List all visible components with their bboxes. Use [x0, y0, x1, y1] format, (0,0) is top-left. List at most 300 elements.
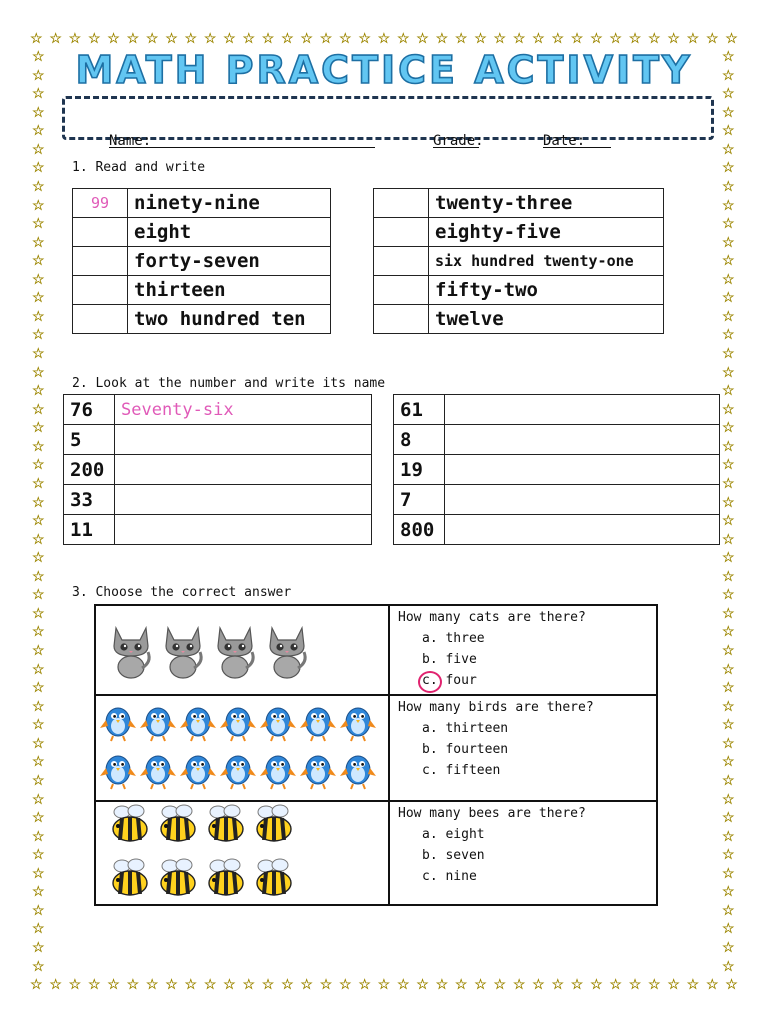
number-cell: 5	[64, 425, 115, 455]
cat-icon	[212, 622, 258, 684]
star-icon: ☆	[686, 31, 700, 47]
name-answer-cell[interactable]	[445, 455, 720, 485]
star-icon: ☆	[722, 327, 735, 344]
number-word: twenty-three	[429, 189, 664, 218]
question-cats	[398, 610, 586, 688]
star-icon: ☆	[648, 977, 661, 993]
date-field[interactable]	[543, 133, 611, 148]
number-cell: 200	[64, 455, 115, 485]
star-icon: ☆	[722, 160, 735, 177]
star-icon: ☆	[32, 661, 45, 678]
bird-icon	[180, 700, 216, 746]
star-icon: ☆	[722, 624, 735, 641]
star-icon: ☆	[32, 921, 45, 938]
option-b[interactable]: b. fourteen	[422, 742, 509, 757]
number-word: six hundred twenty-one	[429, 247, 664, 276]
star-icon: ☆	[32, 791, 45, 808]
star-icon: ☆	[126, 31, 140, 47]
star-icon: ☆	[435, 31, 449, 47]
star-border-top	[30, 32, 738, 46]
star-icon: ☆	[32, 531, 45, 548]
number-word: ninety-nine	[128, 189, 331, 218]
star-icon: ☆	[722, 754, 735, 771]
star-icon: ☆	[32, 178, 45, 195]
answer-cell[interactable]	[73, 305, 128, 334]
answer-cell[interactable]	[73, 247, 128, 276]
option-c[interactable]	[422, 673, 586, 688]
star-icon: ☆	[609, 31, 622, 47]
number-cell: 800	[394, 515, 445, 545]
star-icon: ☆	[184, 31, 198, 47]
option-c[interactable]: c. fifteen	[422, 763, 501, 778]
table-row	[394, 485, 720, 515]
option-a[interactable]: a. three	[422, 631, 485, 646]
star-icon: ☆	[261, 31, 275, 47]
option-c[interactable]: c. nine	[422, 869, 477, 884]
number-cell: 7	[394, 485, 445, 515]
option-a[interactable]: a. thirteen	[422, 721, 509, 736]
star-icon: ☆	[512, 977, 526, 993]
table-row	[374, 189, 664, 218]
star-icon: ☆	[474, 977, 487, 993]
name-answer-cell[interactable]	[115, 455, 372, 485]
star-icon: ☆	[32, 902, 45, 919]
star-icon: ☆	[32, 475, 45, 492]
star-icon: ☆	[107, 977, 120, 993]
name-answer-cell[interactable]	[445, 395, 720, 425]
bee-icon	[252, 804, 296, 848]
table-row	[73, 305, 331, 334]
star-icon: ☆	[532, 31, 545, 47]
option-b[interactable]: b. five	[422, 652, 477, 667]
number-cell: 8	[394, 425, 445, 455]
star-icon: ☆	[32, 754, 45, 771]
star-icon: ☆	[261, 977, 275, 993]
star-icon: ☆	[32, 438, 45, 455]
star-icon: ☆	[722, 383, 735, 400]
star-icon: ☆	[32, 624, 45, 641]
star-icon: ☆	[722, 865, 735, 882]
star-icon: ☆	[722, 271, 735, 288]
star-icon: ☆	[722, 104, 735, 121]
star-icon: ☆	[30, 977, 43, 993]
star-icon: ☆	[722, 921, 735, 938]
bird-icon	[100, 700, 136, 746]
star-icon: ☆	[49, 977, 62, 993]
table-row	[73, 276, 331, 305]
star-icon: ☆	[474, 31, 487, 47]
star-icon: ☆	[532, 977, 545, 993]
multiple-choice-block	[94, 604, 658, 906]
star-icon: ☆	[184, 977, 198, 993]
star-icon: ☆	[493, 31, 507, 47]
bird-icon	[260, 700, 296, 746]
number-word: thirteen	[128, 276, 331, 305]
star-icon: ☆	[609, 977, 622, 993]
star-icon: ☆	[32, 420, 45, 437]
star-icon: ☆	[590, 977, 603, 993]
section2-title: 2. Look at the number and write its name	[72, 376, 386, 391]
star-icon: ☆	[32, 271, 45, 288]
star-icon: ☆	[32, 49, 45, 65]
question-birds	[398, 700, 594, 778]
star-icon: ☆	[358, 31, 371, 47]
cat-icon	[108, 622, 154, 684]
question-text: How many cats are there?	[398, 610, 586, 625]
star-icon: ☆	[32, 197, 45, 214]
star-icon: ☆	[87, 31, 101, 47]
bird-icon	[140, 748, 176, 794]
star-icon: ☆	[722, 513, 735, 530]
star-icon: ☆	[32, 290, 45, 307]
bee-icon	[204, 804, 248, 848]
star-icon: ☆	[722, 364, 735, 381]
grade-field[interactable]	[433, 133, 479, 148]
star-icon: ☆	[435, 977, 449, 993]
star-icon: ☆	[377, 977, 391, 993]
number-cell: 61	[394, 395, 445, 425]
star-icon: ☆	[590, 31, 603, 47]
name-answer-cell[interactable]	[115, 485, 372, 515]
star-icon: ☆	[32, 401, 45, 418]
star-icon: ☆	[722, 680, 735, 697]
star-icon: ☆	[722, 494, 735, 511]
star-icon: ☆	[667, 977, 680, 993]
star-icon: ☆	[722, 178, 735, 195]
star-icon: ☆	[339, 31, 352, 47]
name-label: Name:	[109, 133, 152, 149]
star-icon: ☆	[722, 550, 735, 567]
star-icon: ☆	[722, 438, 735, 455]
star-icon: ☆	[32, 123, 45, 140]
star-icon: ☆	[32, 327, 45, 344]
star-icon: ☆	[319, 977, 333, 993]
star-icon: ☆	[667, 31, 680, 47]
name-answer-cell[interactable]	[445, 485, 720, 515]
answer-cell[interactable]	[374, 247, 429, 276]
star-icon: ☆	[722, 197, 735, 214]
star-icon: ☆	[32, 234, 45, 251]
star-icon: ☆	[32, 364, 45, 381]
bird-icon	[100, 748, 136, 794]
star-icon: ☆	[32, 141, 45, 158]
table-row	[374, 305, 664, 334]
star-icon: ☆	[126, 977, 140, 993]
star-icon: ☆	[722, 605, 735, 622]
star-icon: ☆	[32, 457, 45, 474]
star-icon: ☆	[454, 31, 468, 47]
table-row	[73, 218, 331, 247]
name-field[interactable]	[109, 133, 375, 148]
bees-picture	[96, 802, 390, 906]
star-icon: ☆	[32, 383, 45, 400]
bee-icon	[156, 858, 200, 902]
question-row-cats	[96, 606, 656, 696]
star-icon: ☆	[32, 253, 45, 270]
star-icon: ☆	[223, 977, 236, 993]
number-word: two hundred ten	[128, 305, 331, 334]
star-icon: ☆	[722, 847, 735, 864]
name-answer-cell[interactable]	[115, 515, 372, 545]
bee-icon	[108, 804, 152, 848]
number-cell: 76	[64, 395, 115, 425]
star-icon: ☆	[377, 31, 391, 47]
question-text: How many bees are there?	[398, 806, 586, 821]
star-icon: ☆	[454, 977, 468, 993]
question-text: How many birds are there?	[398, 700, 594, 715]
star-icon: ☆	[242, 977, 255, 993]
table-row	[73, 247, 331, 276]
star-icon: ☆	[32, 513, 45, 530]
star-border-bottom	[30, 978, 738, 992]
star-icon: ☆	[722, 587, 735, 604]
star-icon: ☆	[722, 772, 735, 789]
number-word: eighty-five	[429, 218, 664, 247]
star-icon: ☆	[722, 308, 735, 325]
star-icon: ☆	[722, 568, 735, 585]
star-icon: ☆	[32, 494, 45, 511]
star-icon: ☆	[281, 31, 294, 47]
bird-icon	[340, 748, 376, 794]
star-icon: ☆	[512, 31, 526, 47]
star-icon: ☆	[493, 977, 507, 993]
star-border-left	[32, 50, 45, 974]
question-row-birds	[96, 696, 656, 802]
star-icon: ☆	[396, 31, 410, 47]
selected-answer-circle	[418, 671, 442, 693]
star-icon: ☆	[722, 810, 735, 827]
star-icon: ☆	[722, 457, 735, 474]
star-icon: ☆	[32, 884, 45, 901]
answer-cell[interactable]	[374, 189, 429, 218]
name-answer-cell[interactable]	[445, 425, 720, 455]
star-icon: ☆	[281, 977, 294, 993]
bird-icon	[220, 700, 256, 746]
bird-icon	[220, 748, 256, 794]
star-icon: ☆	[32, 958, 45, 975]
star-icon: ☆	[628, 31, 642, 47]
star-icon: ☆	[705, 31, 719, 47]
read-write-table-left	[72, 188, 331, 334]
table-row	[374, 218, 664, 247]
bird-icon	[340, 700, 376, 746]
read-write-table-right	[373, 188, 664, 334]
bird-icon	[260, 748, 296, 794]
star-icon: ☆	[32, 772, 45, 789]
star-icon: ☆	[725, 31, 738, 47]
star-icon: ☆	[722, 828, 735, 845]
star-icon: ☆	[570, 31, 584, 47]
star-icon: ☆	[396, 977, 410, 993]
name-answer-cell[interactable]	[115, 425, 372, 455]
table-row	[64, 515, 372, 545]
star-icon: ☆	[107, 31, 120, 47]
answer-cell[interactable]	[374, 305, 429, 334]
answer-cell[interactable]: 99	[73, 189, 128, 218]
star-icon: ☆	[570, 977, 584, 993]
star-icon: ☆	[32, 308, 45, 325]
star-icon: ☆	[300, 31, 313, 47]
number-word: fifty-two	[429, 276, 664, 305]
star-icon: ☆	[722, 475, 735, 492]
birds-picture	[96, 696, 390, 800]
star-icon: ☆	[32, 810, 45, 827]
star-icon: ☆	[242, 31, 255, 47]
option-a[interactable]: a. eight	[422, 827, 485, 842]
star-icon: ☆	[648, 31, 661, 47]
number-cell: 11	[64, 515, 115, 545]
star-icon: ☆	[203, 977, 217, 993]
table-row	[374, 247, 664, 276]
star-icon: ☆	[32, 104, 45, 121]
star-icon: ☆	[32, 698, 45, 715]
star-icon: ☆	[32, 346, 45, 362]
bird-icon	[140, 700, 176, 746]
number-word: forty-seven	[128, 247, 331, 276]
bee-icon	[204, 858, 248, 902]
bird-icon	[300, 700, 336, 746]
star-icon: ☆	[32, 828, 45, 845]
bee-icon	[156, 804, 200, 848]
question-row-bees	[96, 802, 656, 906]
table-row	[394, 425, 720, 455]
star-icon: ☆	[68, 977, 82, 993]
star-icon: ☆	[416, 977, 429, 993]
table-row	[394, 395, 720, 425]
table-row	[374, 276, 664, 305]
bird-icon	[180, 748, 216, 794]
star-icon: ☆	[722, 643, 735, 659]
star-icon: ☆	[32, 865, 45, 882]
grade-label: Grade:	[433, 133, 484, 149]
star-icon: ☆	[32, 717, 45, 734]
star-icon: ☆	[165, 977, 178, 993]
table-row	[73, 189, 331, 218]
number-cell: 33	[64, 485, 115, 515]
star-icon: ☆	[32, 67, 45, 84]
star-border-right	[722, 50, 735, 974]
number-word: eight	[128, 218, 331, 247]
name-answer-cell[interactable]: Seventy-six	[115, 395, 372, 425]
star-icon: ☆	[68, 31, 82, 47]
star-icon: ☆	[722, 884, 735, 901]
star-icon: ☆	[722, 940, 735, 956]
star-icon: ☆	[722, 717, 735, 734]
student-info-box	[62, 96, 714, 149]
star-icon: ☆	[32, 847, 45, 864]
star-icon: ☆	[300, 977, 313, 993]
star-icon: ☆	[87, 977, 101, 993]
answer-cell[interactable]	[73, 218, 128, 247]
answer-cell[interactable]	[374, 218, 429, 247]
star-icon: ☆	[722, 958, 735, 975]
star-icon: ☆	[722, 253, 735, 270]
cat-icon	[160, 622, 206, 684]
star-icon: ☆	[145, 977, 159, 993]
star-icon: ☆	[722, 791, 735, 808]
section1-title: 1. Read and write	[72, 160, 206, 175]
star-icon: ☆	[32, 550, 45, 567]
cats-picture	[96, 606, 390, 694]
date-label: Date:	[543, 133, 586, 149]
star-icon: ☆	[32, 216, 45, 233]
star-icon: ☆	[722, 67, 735, 84]
table-row	[64, 455, 372, 485]
star-icon: ☆	[223, 31, 236, 47]
star-icon: ☆	[628, 977, 642, 993]
option-c-label: c. four	[422, 673, 477, 688]
bee-icon	[252, 858, 296, 902]
cat-icon	[264, 622, 310, 684]
table-row	[64, 395, 372, 425]
question-bees	[398, 806, 586, 884]
star-icon: ☆	[686, 977, 700, 993]
star-icon: ☆	[49, 31, 62, 47]
star-icon: ☆	[722, 86, 735, 103]
star-icon: ☆	[32, 160, 45, 177]
star-icon: ☆	[722, 49, 735, 65]
page-title: MATH PRACTICE ACTIVITY	[75, 48, 693, 92]
star-icon: ☆	[722, 234, 735, 251]
table-row	[64, 485, 372, 515]
option-b[interactable]: b. seven	[422, 848, 485, 863]
star-icon: ☆	[551, 977, 564, 993]
star-icon: ☆	[722, 902, 735, 919]
star-icon: ☆	[722, 531, 735, 548]
star-icon: ☆	[32, 940, 45, 956]
star-icon: ☆	[722, 661, 735, 678]
star-icon: ☆	[725, 977, 738, 993]
section3-title: 3. Choose the correct answer	[72, 585, 292, 600]
star-icon: ☆	[32, 587, 45, 604]
star-icon: ☆	[722, 141, 735, 158]
bird-icon	[300, 748, 336, 794]
number-name-table-left	[63, 394, 372, 545]
name-answer-cell[interactable]	[445, 515, 720, 545]
star-icon: ☆	[416, 31, 429, 47]
star-icon: ☆	[722, 401, 735, 418]
star-icon: ☆	[32, 643, 45, 659]
star-icon: ☆	[358, 977, 371, 993]
table-row	[394, 455, 720, 485]
star-icon: ☆	[165, 31, 178, 47]
star-icon: ☆	[722, 290, 735, 307]
star-icon: ☆	[319, 31, 333, 47]
bee-icon	[108, 858, 152, 902]
table-row	[394, 515, 720, 545]
number-word: twelve	[429, 305, 664, 334]
star-icon: ☆	[32, 735, 45, 752]
star-icon: ☆	[203, 31, 217, 47]
star-icon: ☆	[32, 568, 45, 585]
number-name-table-right	[393, 394, 720, 545]
star-icon: ☆	[705, 977, 719, 993]
answer-cell[interactable]	[73, 276, 128, 305]
answer-cell[interactable]	[374, 276, 429, 305]
star-icon: ☆	[32, 680, 45, 697]
star-icon: ☆	[722, 346, 735, 362]
star-icon: ☆	[722, 698, 735, 715]
star-icon: ☆	[145, 31, 159, 47]
star-icon: ☆	[722, 123, 735, 140]
star-icon: ☆	[30, 31, 43, 47]
star-icon: ☆	[722, 735, 735, 752]
star-icon: ☆	[32, 86, 45, 103]
star-icon: ☆	[32, 605, 45, 622]
star-icon: ☆	[722, 420, 735, 437]
star-icon: ☆	[722, 216, 735, 233]
number-cell: 19	[394, 455, 445, 485]
